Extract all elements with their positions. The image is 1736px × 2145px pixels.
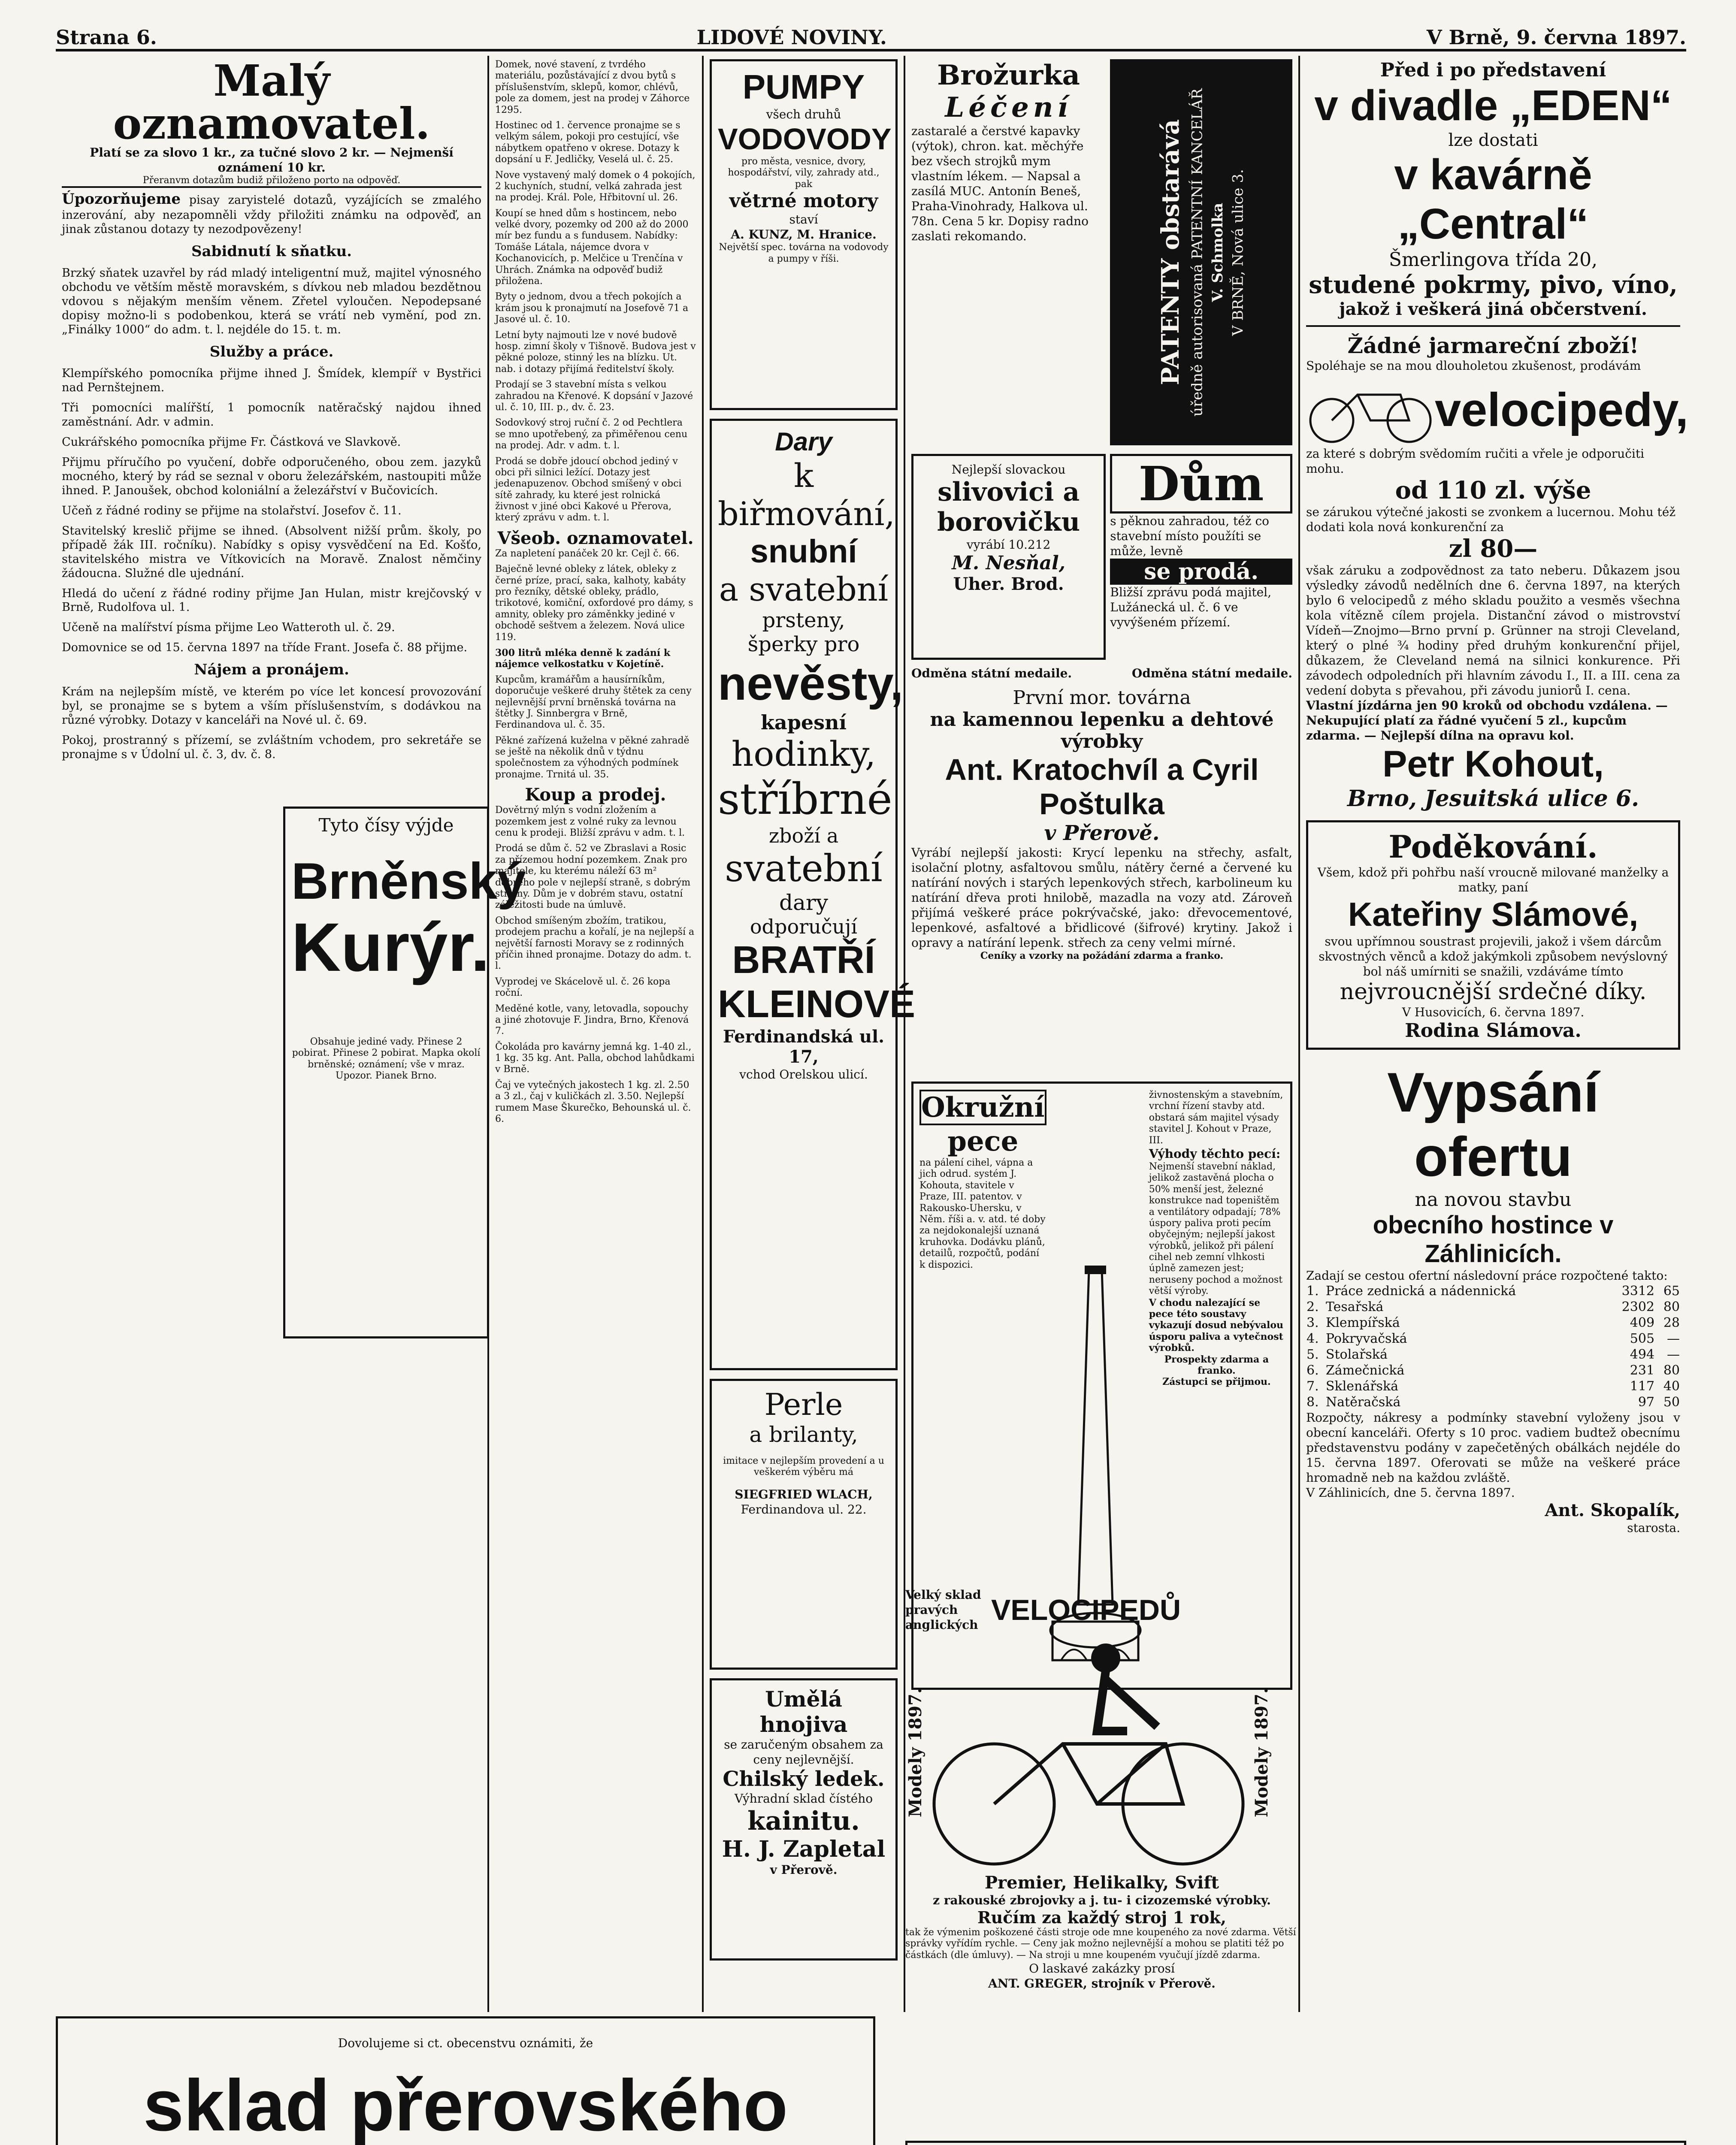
perle-title: Perle (764, 1387, 843, 1422)
dary-kapesni: kapesní (761, 711, 847, 734)
hnojiva-title: Umělá hnojiva (759, 1686, 848, 1737)
list-item: Hostinec od 1. července pronajme se s velkým sálem, pokoji pro cestující, vše nábytkem opatřeno v okrese. Dotazy k dopsání u F. Jedličky, Veselá ul. č. 25. (495, 120, 680, 165)
slivovice-title2: borovičku (937, 507, 1080, 537)
velocipedy-ad (905, 1587, 1300, 2012)
dary-addr: Ferdinandská ul. 17, (723, 1027, 885, 1067)
patent-name: V. Schmolka (1209, 202, 1226, 302)
table-cell-zl: 409 (1630, 1315, 1655, 1330)
paper-title: LIDOVÉ NOVINY. (696, 26, 887, 49)
kohout-text: Spoléhaje se na mou dlouholetou zkušenost, prodávám (1306, 359, 1641, 373)
list-item: Sodovkový stroj ruční č. 2 od Pechtlera se mno upotřebený, za přiměřenou cenu na prodej. Adr. v adm. t. l. (495, 417, 688, 451)
dum-title: Dům (1110, 454, 1292, 514)
lepenka-pre: První mor. továrna (1013, 687, 1191, 709)
pece-title: Okružní (919, 1090, 1046, 1125)
ads-column-5 (1300, 56, 1686, 2012)
table-row (1306, 1315, 1680, 1331)
pece-text4: V chodu nalezající se pece této soustavy vykazují dosud nebývalou úsporu paliva a vytečnost výrobků. (1149, 1297, 1284, 1354)
table-cell-n: 8. (1307, 1395, 1319, 1410)
pumpy-title2: VODOVODY (718, 122, 892, 156)
medals-row (911, 666, 1292, 681)
eden-ad (1306, 59, 1680, 319)
brozurka-title: Brožurka (937, 59, 1080, 91)
ofertu-place: V Záhlinicích, dne 5. června 1897. (1306, 1486, 1515, 1500)
pumpy-title: PUMPY (742, 68, 865, 106)
dary-odporucuji: odporučují (750, 915, 858, 938)
dary-svatebni: a svatební (719, 570, 889, 608)
dary-sperky: šperky pro (747, 632, 860, 656)
patent-addr: V BRNĚ, Nová ulice 3. (1229, 169, 1247, 336)
table-cell-name: Natěračská (1325, 1395, 1401, 1410)
table-cell-name: Stolařská (1325, 1347, 1388, 1362)
table-cell-zl: 494 (1630, 1347, 1655, 1362)
patent-title: PATENTY obstarává (1156, 119, 1185, 385)
ofertu-sub2: obecního hostince v Záhlinicích. (1373, 1211, 1614, 1268)
kuryr-name: Brněnský (291, 852, 526, 910)
podekovani-ad (1306, 820, 1680, 1050)
kohout-ad (1306, 333, 1688, 812)
medal-left: Odměna státní medaile. (911, 666, 1072, 680)
kohout-text4: však záruku a zodpovědnost za tato neberu. Důkazem jsou výsledky závodů nedělních dne 6. června 1897, na kterých bylo 6 velocipedů z mého skladu použito a vesměs všechna kola vítězně cílem projela. Distanční závod o mistrovství Vídeň—Znojmo—Brno první p. Grünner na stroji Cleveland, který o plné ¾ hodiny před druhým konkurenční přijel, důkazem, že Cleveland nemá na silnici konkurence. Při závodech odpoledních při hlavním závodu I., II. a III. cena za vedení dobyta s převahou, při závodu juniorů I. cena. (1306, 563, 1680, 698)
podekovani-title: Poděkování. (1388, 828, 1598, 865)
list-item: Domek, nové stavení, z tvrdého materiálu, pozůstávající z dvou bytů s příslušenstvím, sklepů, komor, chlévů, pole za domem, jest na prodej v Záhorce 1295. (495, 59, 690, 115)
velo-side-left: Modely 1897. (905, 1688, 925, 1817)
table-cell-kr: 40 (1663, 1379, 1680, 1394)
brozurka-ad (911, 59, 1110, 445)
list-item: Prodají se 3 stavební místa s velkou zahradou na Křenové. K dopsání v Jazové ul. č. 10, III. p., dv. č. 23. (495, 379, 693, 413)
lepenka-text: Vyrábí nejlepší jakosti: Krycí lepenku na střechy, asfalt, isolační plotny, asfaltovou smůlu, nátěry černé a červené ku natírání nových i starých lepenkových střech, karbolineum ku natírání dřeva proti hnilobě, mazadla na vozy atd. Zároveň přijímá veškeré práce pokrývačské, jako: dřevocementové, lepenkové, asfaltové a břidlicové (šifrové) krytiny. Jakož i opravy a natírání lepenk. střech za ceny velmi mírné. (911, 846, 1292, 950)
table-cell-n: 4. (1307, 1331, 1319, 1346)
table-cell-kr: 65 (1663, 1284, 1680, 1299)
dum-text2: Bližší zprávu podá majitel, Lužánecká ul. č. 6 ve vyvýšeném přízemí. (1110, 585, 1272, 629)
hnojiva-city: v Přerově. (770, 1863, 838, 1877)
pece-text: na pálení cihel, vápna a jich odrud. systém J. Kohouta, stavitele v Praze, III. patentov. v Rakousko-Uhersku, v Něm. říši a. v. atd. té doby za nejdokonalejší uznaná kruhovka. Dodávku plánů, detailů, rozpočtů, podání k dispozici. (919, 1157, 1046, 1270)
pece-text2: živnostenským a stavebním, vrchní řízení stavby atd. obstará sám majitel výsady stavitel J. Kohout v Praze, III. (1149, 1090, 1283, 1146)
list-item: Letní byty najmouti lze v nové budově hosp. zimní školy v Tišnově. Budova jest v pěkné poloze, stinný les na blízku. Ut. nab. i dotazy přijímá ředitelství školy. (495, 329, 696, 375)
pumpy-text: pro města, vesnice, dvory, hospodářství, vily, zahrady atd., pak (728, 156, 880, 190)
podekovani-sig: Rodina Slámova. (1405, 1020, 1582, 1042)
table-cell-n: 1. (1307, 1284, 1319, 1299)
table-cell-n: 6. (1307, 1363, 1319, 1378)
podekovani-name: Kateřiny Slámové, (1348, 895, 1639, 933)
ofertu-sig2: starosta. (1627, 1521, 1680, 1535)
ofertu-text: Zadají se cestou ofertní následovní práce rozpočtené takto: (1306, 1269, 1668, 1283)
dary-k: k biřmování, (718, 456, 895, 533)
heading-najem: Nájem a pronájem. (194, 661, 349, 679)
ofertu-title: Vypsání ofertu (1387, 1061, 1599, 1188)
table-row (1306, 1299, 1680, 1315)
table-row (1306, 1283, 1680, 1299)
table-cell-n: 7. (1307, 1379, 1319, 1394)
table-cell-n: 3. (1307, 1315, 1319, 1330)
dary-kleinove: KLEINOVÉ (718, 983, 916, 1026)
slivovice-title: slivovici a (938, 477, 1080, 507)
table-cell-kr: 28 (1663, 1315, 1680, 1330)
dary-svatebni2: svatební (725, 847, 883, 890)
pumpy-ad (710, 59, 898, 410)
pumpy-firm: A. KUNZ, M. Hranice. (731, 227, 877, 242)
dary-zbozi: zboží a (768, 824, 839, 847)
hnojiva-firm: H. J. Zapletal (722, 1836, 886, 1862)
table-cell-name: Klempířská (1325, 1315, 1400, 1330)
table-cell-zl: 2302 (1621, 1299, 1655, 1314)
list-item: Za napletení panáček 20 kr. Cejl č. 66. (495, 548, 680, 559)
list-item: Stavitelský kreslič přijme se ihned. (Absolvent nižší prům. školy, po případě žák III. ročníku). Nabídky s opisy vysvědčení na Ed. Košťo, stavitelského mistra ve Vítkovicích na Moravě. Znalost němčiny žádoucna. Služné dle ujednání. (62, 524, 481, 580)
kuryr-ad (283, 807, 526, 1338)
text-upozornujeme: pisay zaryistelé dotazů, vyzájících se zmalého inzerování, aby nezapomněli vždy přiložiti známku na odpověď, an jinak zůstanou dotazy ty nezodpovězeny! (62, 193, 481, 236)
pece-foot2: Zástupci se přijmou. (1162, 1376, 1271, 1388)
table-row (1306, 1394, 1680, 1410)
list-item: Cukrářského pomocníka přijme Fr. Částková ve Slavkově. (62, 435, 401, 449)
kuryr-foot: Obsahuje jediné vady. Přinese 2 pobirat. Přinese 2 pobirat. Mapka okolí brněnské; oznámení; vše v mraz. Upozor. Pianek Brno. (292, 1036, 481, 1082)
table-row (1306, 1363, 1680, 1378)
issue-date: V Brně, 9. června 1897. (1426, 26, 1686, 49)
kohout-title2: velocipedy, (1435, 383, 1688, 436)
table-cell-n: 5. (1307, 1347, 1319, 1362)
velo-models: Premier, Helikalky, Svift (984, 1873, 1219, 1893)
podekovani-text2: svou upřímnou soustrast projevili, jakož i všem dárcům skvostných věnců a kdož jakýmkoli způsobem nevýslovný bol náš umírniti se snažili, vzdáváme tímto (1319, 934, 1668, 979)
table-cell-kr: — (1667, 1331, 1680, 1346)
table-cell-zl: 505 (1630, 1331, 1655, 1346)
dary-bratri: BRATŘÍ (732, 939, 875, 982)
table-cell-kr: 80 (1663, 1363, 1680, 1378)
table-cell-n: 2. (1307, 1299, 1319, 1314)
hnojiva-title2: Chilský ledek. (723, 1767, 885, 1791)
ofertu-table (1306, 1283, 1680, 1410)
classifieds-column-2 (489, 56, 704, 2012)
velo-guarantee: Ručím za každý stroj 1 rok, (977, 1908, 1226, 1927)
velo-ask: O laskavé zakázky prosí (1029, 1961, 1175, 1976)
pumpy-foot: Největší spec. továrna na vodovody a pumpy v říši. (719, 242, 889, 264)
list-item: Čokoláda pro kavárny jemná kg. 1-40 zl., 1 kg. 35 kg. Ant. Palla, obchod lahůdkami v Brně. (495, 1041, 695, 1075)
kohout-title: Žádné jarmareční zboží! (1347, 333, 1639, 358)
ofertu-text2: Rozpočty, nákresy a podmínky stavební vyloženy jsou v obecní kanceláři. Oferty s 10 proc. vadiem budtež obecnímu představenstvu podány v zapečetěných obálkách nejdéle do 15. června 1897. Oferovati se může na veškeré práce hromadně neb na každou zvláště. (1306, 1411, 1680, 1485)
kohout-price2: zl 80— (1449, 535, 1538, 563)
table-cell-zl: 3312 (1621, 1284, 1655, 1299)
kohout-firm: Petr Kohout, (1382, 743, 1604, 785)
dary-title: Dary (775, 427, 832, 456)
brozurka-row (911, 59, 1292, 445)
dary-addr2: vchod Orelskou ulicí. (739, 1067, 868, 1082)
table-cell-name: Tesařská (1325, 1299, 1384, 1314)
table-cell-zl: 231 (1630, 1363, 1655, 1378)
dary-ad (710, 419, 916, 1370)
list-item: Vyprodej ve Skácelově ul. č. 26 kopa roční. (495, 976, 671, 999)
lepenka-firm: Ant. Kratochvíl a Cyril Poštulka (945, 753, 1259, 821)
eden-text2: jakož i veškerá jiná občerstvení. (1339, 299, 1647, 319)
velo-firm: ANT. GREGER, strojník v Přerově. (988, 1976, 1216, 1991)
page-number: Strana 6. (56, 26, 157, 49)
bicycle-rider-icon (925, 1632, 1252, 1873)
table-cell-kr: 50 (1663, 1395, 1680, 1410)
pece-sub: Výhody těchto pecí: (1149, 1146, 1281, 1161)
list-item: Byty o jednom, dvou a třech pokojích a krám jsou k pronajmutí na Josefově 71 a Jasové ul. č. 10. (495, 291, 689, 325)
list-item: Klempířského pomocníka přijme ihned J. Šmídek, klempíř v Bystřici nad Pernštejnem. (62, 367, 481, 395)
heading-koup: Koup a prodej. (525, 785, 666, 805)
dum-title2: se prodá. (1110, 559, 1292, 585)
list-item: Nove vystavený malý domek o 4 pokojích, 2 kuchyních, studní, velká zahrada jest na prodej. Král. Pole, Hřbitovní ul. 26. (495, 169, 696, 203)
heading-sluzby: Služby a práce. (209, 343, 334, 360)
dary-nevesty: nevěsty, (718, 657, 904, 710)
list-item: Učeně na malířství písma přijme Leo Watteroth ul. č. 29. (62, 621, 395, 634)
eden-mid: lze dostati (1448, 130, 1538, 150)
kuryr-name2: Kurýr. (291, 909, 490, 985)
brozurka-title2: Léčení (945, 91, 1072, 124)
pece-title2: pece (947, 1125, 1019, 1157)
eden-title: v divadle „EDEN“ (1314, 82, 1672, 130)
pivovar-title: sklad přerovského (143, 2065, 788, 2145)
table-cell-name: Práce zednická a nádennická (1325, 1284, 1516, 1299)
list-item: Koupí se hned dům s hostincem, nebo velké dvory, pozemky od 200 až do 2000 mír bez fundu a s fundusem. Nabídky: Tomáše Látala, nájemce dvora v Kochanovicích, p. Melčice u Trenčína v Uhrách. Známka na odpověď budiž přiložena. (495, 208, 689, 287)
hnojiva-ad (710, 1678, 898, 1961)
brozurka-text: zastaralé a čerstvé kapavky (výtok), chron. kat. měchýře bez všech strojků mym vlastním lékem. — Napsal a zasílá MUC. Antonín Beneš, Praha-Vinohrady, Halkova ul. 78n. Cena 5 kr. Dopisy radno zaslati rekomando. (911, 124, 1089, 243)
pivovar-pre: Dovolujeme si ct. obecenstvu oznámiti, že (338, 2036, 593, 2050)
list-item: Přijmu příručího po vyučení, dobře odporučeného, obou zem. jazyků mocného, který by rád se seznal v oboru železářském, nastoupiti může ihned. P. Janoušek, obchod koloniální a železářství v Bučovicích. (62, 456, 481, 497)
list-item: Kupcům, kramářům a hausírníkům, doporučuje veškeré druhy štětek za ceny nejlevnější první brněnská továrna na štětky J. Sinnbergra v Brně, Ferdinandova ul. č. 35. (495, 674, 692, 731)
list-item: Prodá se dobře jdoucí obchod jediný v obci při silnici ležící. Dotazy jest jedenapuzenov. Obchod smíšený v obci sítě zahrady, ku které jest rolnická živnost v jiné obci Kakové u Přerova, který zprávu v adm. t. l. (495, 456, 682, 523)
list-item: Domovnice se od 15. června 1897 na tříde Frant. Josefa č. 88 přijme. (62, 641, 468, 655)
slivovice-pre: Nejlepší slovackou (951, 462, 1066, 477)
table-row (1306, 1378, 1680, 1394)
list-item: Meděné kotle, vany, letovadla, sopouchy a jiné zhotovuje F. Jindra, Brno, Křenová 7. (495, 1003, 689, 1037)
perle-ad (710, 1379, 898, 1670)
list-item: Hledá do učení z řádné rodiny přijme Jan Hulan, mistr krejčovský v Brně, Rudolfova ul. 1. (62, 586, 481, 614)
lepenka-city: v Přerově. (1044, 821, 1160, 845)
section-title-maly-oznamovatel: Malý oznamovatel. (113, 55, 430, 149)
slunecniky-ad (905, 2141, 1686, 2145)
table-cell-kr: — (1667, 1347, 1680, 1362)
dary-prsteny: prsteny, (762, 608, 845, 632)
bicycle-icon (1306, 373, 1435, 446)
list-item: Prodá se dům č. 52 ve Zbraslavi a Rosic za přízemou hodní pozemkem. Znak pro majitele, ku kterému náleží 63 m² dobrého pole v nejlepší straně, s dobrým stromy. Dům je v dobrém stavu, ostatní záležitosti bude na úmluvě. (495, 843, 691, 911)
eden-text: studené pokrmy, pivo, víno, (1309, 271, 1678, 299)
table-cell-name: Pokryvačská (1325, 1331, 1407, 1346)
ofertu-sub: na novou stavbu (1415, 1189, 1572, 1211)
table-cell-name: Sklenářská (1325, 1379, 1399, 1394)
dum-ad (1106, 454, 1292, 660)
podekovani-place: V Husovicích, 6. června 1897. (1402, 1005, 1585, 1019)
lepenka-title: na kamennou lepenku a dehtové výrobky (930, 709, 1274, 752)
kohout-text3: se zárukou výtečné jakosti se zvonkem a lucernou. Mohu též dodati kola nová konkurenční za (1306, 505, 1676, 534)
perle-addr: Ferdinandova ul. 22. (741, 1502, 867, 1517)
slivovice-ad (911, 454, 1106, 660)
heading-upozornujeme: Úpozorňujeme (62, 190, 181, 208)
velo-sub: z rakouské zbrojovky a j. tu- i cizozemské výrobky. (933, 1893, 1271, 1907)
ofertu-ad (1306, 1060, 1680, 1535)
list-item: Čaj ve vytečných jakostech 1 kg. zl. 2.50 a 3 zl., čaj v kuličkách zl. 3.50. Nejlepší rumem Mase Škurečko, Behounská ul. č. 6. (495, 1079, 691, 1125)
podekovani-text: Všem, kdož při pohřbu naší vroucně milované manželky a matky, paní (1317, 865, 1669, 894)
slivovice-city: Uher. Brod. (953, 574, 1064, 594)
rates-note: Platí se za slovo 1 kr., za tučné slovo 2 kr. — Nejmenší oznámení 10 kr. (90, 145, 454, 175)
table-cell-zl: 117 (1630, 1379, 1655, 1394)
podekovani-thanks: nejvroucnější srdečné díky. (1340, 979, 1647, 1005)
ofertu-sig: Ant. Skopalík, (1545, 1500, 1680, 1520)
table-cell-zl: 97 (1638, 1395, 1655, 1410)
dary-stribrne: stříbrné (718, 774, 892, 824)
list-item: 300 litrů mléka denně k zadání k nájemce velkostatku v Kojetíně. (495, 647, 671, 670)
perle-firm: SIEGFRIED WLACH, (735, 1487, 873, 1502)
patent-office: úředně autorisovaná PATENTNÍ KANCELÁŘ (1189, 88, 1206, 417)
list-item: Tři pomocníci malířští, 1 pomocník natěračský najdou ihned zaměstnání. Adr. v admin. (62, 401, 481, 429)
dary-hodinky: hodinky, (731, 734, 876, 774)
text-snatek: Brzký sňatek uzavřel by rád mladý inteligentní muž, majitel výnosného obchodu ve větším městě moravském, s dívkou neb mladou bezdětnou vdovou s nějakým menším věnem. Zřetel vyloučen. Nepodepsané dopisy možno-li s podobenkou, která se vrátí neb vymění, pod zn. „Finálky 1000“ do adm. t. l. nejdéle do 15. t. m. (62, 266, 481, 336)
table-cell-name: Zámečnická (1325, 1363, 1405, 1378)
list-item: Pěkné zařízená kuželna v pěkné zahradě se ještě na několik dnů v týdnu společnostem za výhodných podmínek pronajme. Trnitá ul. 35. (495, 735, 690, 780)
lepenka-foot: Ceníky a vzorky na požádání zdarma a franko. (980, 950, 1224, 961)
table-row (1306, 1331, 1680, 1347)
list-item: Dovětrný mlýn s vodní zložením a pozemkem jest z volné ruky za levnou cenu k prodeji. Bližší zprávu v adm. t. l. (495, 805, 685, 839)
pece-foot: Prospekty zdarma a franko. (1164, 1353, 1269, 1376)
hnojiva-title3: kainitu. (747, 1806, 860, 1836)
list-item: Učeň z řádné rodiny se přijme na stolařství. Josefov č. 11. (62, 504, 402, 517)
slivovice-firm: M. Nesňal, (952, 552, 1066, 574)
perle-text: imitace v nejlepším provedení a u veškerém výběru má (723, 1456, 884, 1478)
kohout-price: od 110 zl. výše (1395, 476, 1591, 505)
masthead (56, 17, 1686, 51)
hnojiva-text: se zaručeným obsahem za ceny nejlevnější. (724, 1737, 883, 1767)
kohout-addr: Brno, Jesuitská ulice 6. (1347, 785, 1639, 812)
list-item: Baječně levné obleky z látek, obleky z černé príze, prací, saka, kalhoty, kabáty pro řezníky, dětské obleky, prádlo, trikotové, komiční, oxfordové pro dámy, s amnity, obleky pro záměnkky jediné v obchodě seštvem a železem. Nová ulice 119. (495, 564, 693, 643)
hnojiva-text2: Výhradní sklad čístého (734, 1792, 873, 1806)
dary-snubni: snubní (750, 533, 857, 570)
pece-text3: Nejmenší stavební náklad, jelikož zastavěná plocha o 50% menší jest, železné konstrukce nad topeništěm a ventilátory odpadají; 78% úspory paliva proti pecím obyčejným; nejlepší jakost výrobků, jelikož při pálení cihel neb zemní vlhkosti úplně zamezen jest; neruseny pochod a možnost větší výroby. (1149, 1161, 1283, 1297)
list-item: Obchod smíšeným zbožím, tratikou, prodejem prachu a kořalí, je na nejlepší a největší farnosti Moravy se z rodinných příčin ihned pronajme. Dotazy do adm. t. l. (495, 915, 695, 972)
pumpy-stavi: staví (789, 212, 818, 227)
patent-ad (1110, 59, 1292, 445)
table-row (1306, 1347, 1680, 1363)
velo-side-right: Modely 1897. (1252, 1688, 1272, 1817)
kohout-text2: za které s dobrým svědomím ručiti a vřele je odporučiti mohu. (1306, 447, 1645, 476)
slivovice-sub: vyrábí 10.212 (966, 538, 1051, 552)
slivovice-row (911, 454, 1292, 660)
velo-pre: Velký sklad pravých anglických (905, 1588, 981, 1632)
lepenka-ad (911, 687, 1292, 1073)
heading-snatek: Sabidnutí k sňatku. (191, 242, 352, 260)
dary-dary2: dary (779, 890, 828, 915)
dum-text: s pěknou zahradou, též co stavební místo použíti se může, levně (1110, 514, 1270, 558)
perle-sub: a brilanty, (749, 1422, 858, 1447)
kuryr-pre: Tyto čísy výjde (318, 815, 454, 836)
eden-title2: v kavárně „Central“ (1394, 151, 1592, 248)
pumpy-title3: větrné motory (729, 190, 878, 212)
eden-pre: Před i po představení (1380, 59, 1606, 81)
pumpy-sub: všech druhů (766, 107, 841, 121)
kohout-text5: Vlastní jízdárna jen 90 kroků od obchodu vzdálena. — Nekupující platí za řádné vyučení 5 zl., kupcům zdarma. — Nejlepší dílna na opravu kol. (1306, 698, 1668, 743)
porto-note: Přeranvm dotazům budiž přiloženo porto na odpověď. (62, 175, 481, 188)
text-najem: Krám na nejlepším místě, ve kterém po více let koncesí provozování byl, se pronajme se s bytem a vším příslušenstvím, s dodávkou na různé výrobky. Dotazy v kanceláři na Nové ul. č. 69. (62, 685, 481, 727)
velo-title: VELOCIPEDŮ (991, 1593, 1181, 1626)
medal-right: Odměna státní medaile. (1131, 666, 1292, 680)
heading-vseob: Všeob. oznamovatel. (497, 528, 694, 548)
velo-text: tak že výmenim poškozené části stroje ode mne koupeného za nové zdarma. Větší správky vyřídím rychle. — Ceny jak možno nejlevnější a mohou se platiti též po částkách (dle úmluvy). — Na stroji u mne koupeném vyučují jízdě zdarma. (905, 1927, 1296, 1961)
pivovar-ad (56, 2016, 875, 2145)
eden-addr: Šmerlingova třída 20, (1388, 249, 1598, 271)
table-cell-kr: 80 (1663, 1299, 1680, 1314)
text-pokoj: Pokoj, prostranný s přízemí, se zvláštním vchodem, pro sekretáře se pronajme s v Údolní ul. č. 3, dv. č. 8. (62, 733, 481, 761)
